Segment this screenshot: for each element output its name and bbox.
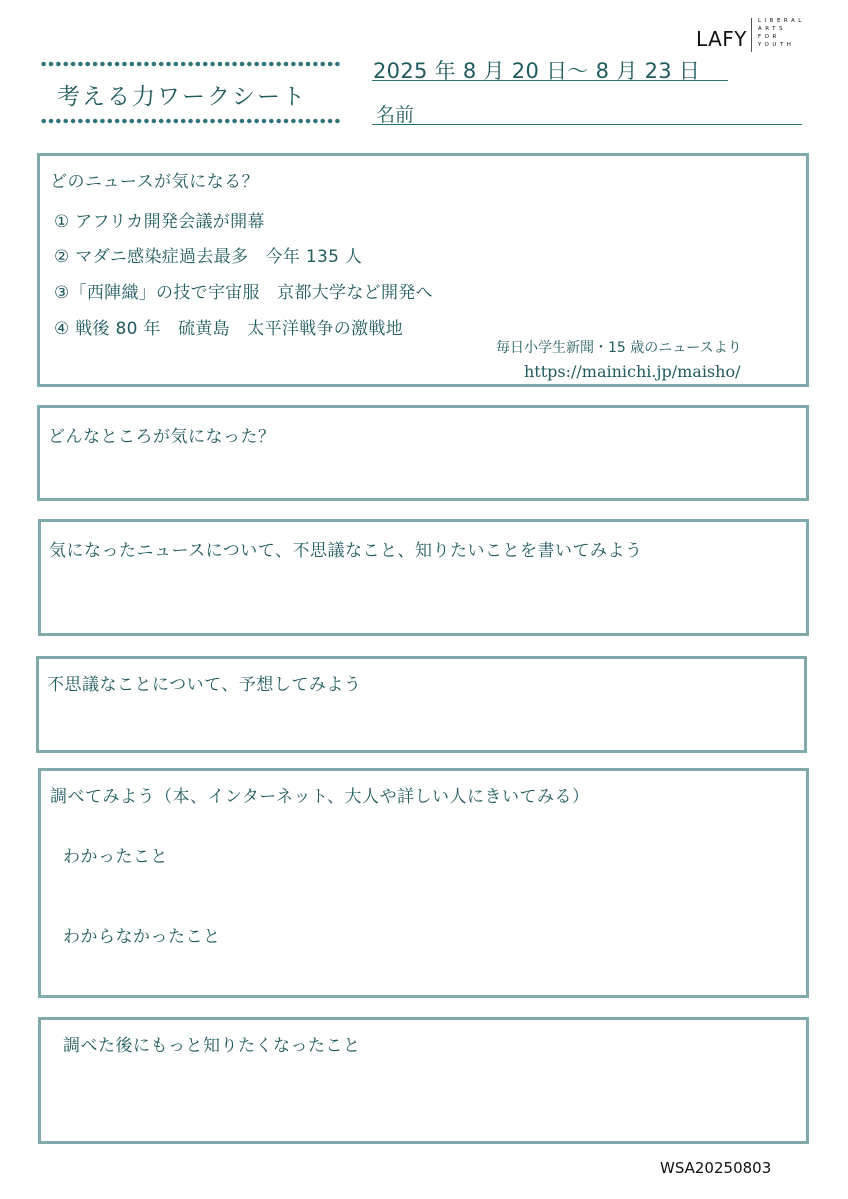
name-label: 名前 (376, 104, 415, 126)
logo-divider (751, 18, 752, 52)
name-field[interactable] (372, 124, 802, 125)
wonder-question: 気になったニュースについて、不思議なこと、知りたいことを書いてみよう (49, 541, 643, 561)
news-source-url[interactable]: https://mainichi.jp/maisho/ (524, 362, 741, 381)
research-box (38, 768, 809, 998)
logo-subtitle (758, 17, 805, 49)
wonder-box[interactable] (38, 519, 809, 636)
logo-sub-line: ARTS (758, 26, 787, 32)
further-interest-question: 調べた後にもっと知りたくなったこと (63, 1036, 361, 1056)
interest-box[interactable] (37, 405, 809, 501)
news-item[interactable]: ③「西陣織」の技で宇宙服 京都大学など開発へ (54, 283, 433, 303)
title-dots-bottom (40, 118, 340, 124)
news-item[interactable]: ④ 戦後 80 年 硫黄島 太平洋戦争の激戦地 (54, 319, 403, 339)
news-question: どのニュースが気になる？ (50, 172, 260, 192)
date-range: 2025 年 8 月 20 日～ 8 月 23 日 (373, 59, 701, 83)
research-question: 調べてみよう（本、インターネット、大人や詳しい人にきいてみる） (50, 787, 590, 807)
news-box (37, 153, 809, 387)
logo-sub-line: LIBERAL (758, 18, 805, 24)
prediction-question: 不思議なことについて、予想してみよう (47, 675, 362, 695)
worksheet-code: WSA20250803 (660, 1159, 772, 1177)
prediction-box[interactable] (36, 656, 807, 753)
title-dots-top (40, 61, 340, 67)
lafy-logo: LAFY (696, 27, 748, 51)
understood-label: わかったこと (63, 847, 168, 867)
not-understood-label: わからなかったこと (63, 927, 221, 947)
interest-question: どんなところが気になった？ (48, 427, 276, 447)
news-source: 毎日小学生新聞・15 歳のニュースより (496, 340, 742, 356)
date-underline (372, 80, 728, 81)
logo-sub-line: YOUTH (758, 42, 795, 48)
news-item[interactable]: ② マダニ感染症過去最多 今年 135 人 (54, 247, 363, 267)
further-interest-box[interactable] (38, 1017, 809, 1144)
news-item[interactable]: ① アフリカ開発会議が開幕 (54, 212, 265, 232)
logo-sub-line: FOR (758, 34, 780, 40)
worksheet-title: 考える力ワークシート (57, 84, 307, 110)
